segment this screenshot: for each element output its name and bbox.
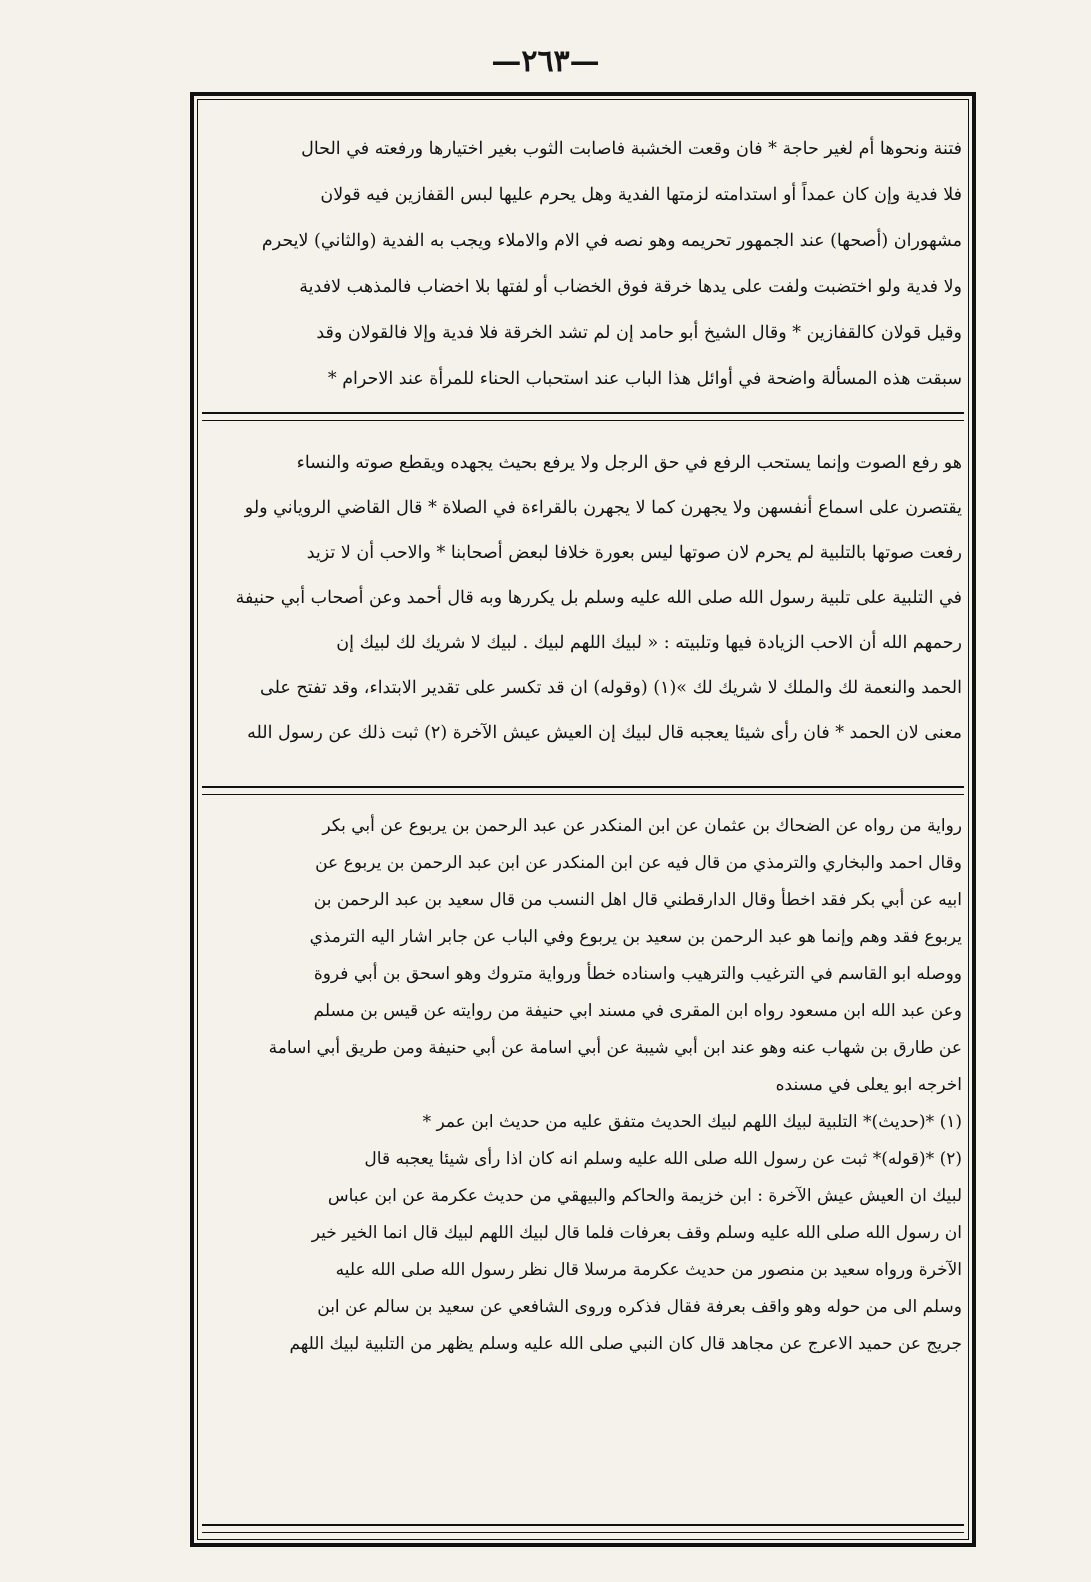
text-frame: [190, 92, 976, 1547]
footnote-line: ان رسول الله صلى الله عليه وسلم وقف بعرفات فلما قال لبيك اللهم لبيك قال انما الخير خير: [311, 1223, 962, 1243]
text-line: ولا فدية ولو اختضبت ولفت على يدها خرقة فوق الخضاب أو لفتها بلا اخضاب فالمذهب لافدية: [299, 277, 962, 297]
text-line: فتنة ونحوها أم لغير حاجة * فان وقعت الخشبة فاصابت الثوب بغير اختيارها ورفعته في الحال: [301, 139, 962, 159]
text-line: مشهوران (أصحها) عند الجمهور تحريمه وهو نصه في الام والاملاء ويجب به الفدية (والثاني) لايحرم: [261, 231, 962, 251]
text-line: وقيل قولان كالقفازين * وقال الشيخ أبو حامد إن لم تشد الخرقة فلا فدية وإلا فالقولان وقد: [316, 323, 962, 343]
footnotes-section: [204, 808, 962, 1363]
main-text-section: [204, 126, 962, 402]
text-line: هو رفع الصوت وإنما يستحب الرفع في حق الرجل ولا يرفع بحيث يجهده ويقطع صوته والنساء: [296, 453, 962, 473]
section-divider: [202, 412, 964, 421]
text-line: رحمهم الله أن الاحب الزيادة فيها وتلبيته : « لبيك اللهم لبيك . لبيك لا شريك لك لبيك إن: [336, 633, 962, 653]
footnote-line: (٢) *(قوله)* ثبت عن رسول الله صلى الله عليه وسلم انه كان اذا رأى شيئا يعجبه قال: [364, 1149, 962, 1169]
text-line: الحمد والنعمة لك والملك لا شريك لك »(١) (وقوله) ان قد تكسر على تقدير الابتداء، وقد تفتح على: [260, 678, 962, 698]
footnote-line: لبيك ان العيش عيش الآخرة : ابن خزيمة والحاكم والبيهقي من حديث عكرمة عن ابن عباس: [327, 1186, 962, 1206]
text-line: رفعت صوتها بالتلبية لم يحرم لان صوتها ليس بعورة خلافا لبعض أصحابنا * والاحب أن لا تزيد: [306, 543, 962, 563]
bottom-divider: [202, 1524, 964, 1533]
footnote-line: وعن عبد الله ابن مسعود رواه ابن المقرى في مسند ابي حنيفة من روايته عن قيس بن مسلم: [313, 1001, 962, 1021]
text-line: فلا فدية وإن كان عمداً أو استدامته لزمتها الفدية وهل يحرم عليها لبس القفازين فيه قولان: [320, 185, 962, 205]
footnote-line: عن طارق بن شهاب عنه وهو عند ابن أبي شيبة عن أبي اسامة عن أبي حنيفة ومن طريق أبي اسامة: [268, 1038, 962, 1058]
footnote-line: وقال احمد والبخاري والترمذي من قال فيه عن ابن المنكدر عن ابن عبد الرحمن بن يربوع عن: [315, 853, 962, 873]
text-line: سبقت هذه المسألة واضحة في أوائل هذا الباب عند استحباب الحناء للمرأة عند الاحرام *: [327, 369, 962, 389]
commentary-section: [204, 441, 962, 756]
footnote-line: ابيه عن أبي بكر فقد اخطأ وقال الدارقطني قال اهل النسب من قال سعيد بن عبد الرحمن بن: [313, 890, 962, 910]
page-number: —٢٦٣—: [491, 44, 600, 79]
footnote-line: جريج عن حميد الاعرج عن مجاهد قال كان النبي صلى الله عليه وسلم يظهر من التلبية لبيك اللهم: [289, 1334, 962, 1354]
text-line: يقتصرن على اسماع أنفسهن ولا يجهرن كما لا يجهرن بالقراءة في الصلاة * قال القاضي الروياني ولو: [244, 498, 962, 518]
footnote-line: (١) *(حديث)* التلبية لبيك اللهم لبيك الحديث متفق عليه من حديث ابن عمر *: [422, 1112, 962, 1132]
footnote-line: يربوع فقد وهم وإنما هو عبد الرحمن بن سعيد بن يربوع وفي الباب عن جابر اشار اليه الترمذي: [309, 927, 962, 947]
text-line: في التلبية على تلبية رسول الله صلى الله عليه وسلم بل يكررها وبه قال أحمد وعن أصحاب أبي حنيفة: [235, 588, 962, 608]
footnote-line: ووصله ابو القاسم في الترغيب والترهيب واسناده خطأ ورواية متروك وهو اسحق بن أبي فروة: [313, 964, 962, 984]
text-line: معنى لان الحمد * فان رأى شيئا يعجبه قال لبيك إن العيش عيش الآخرة (٢) ثبت ذلك عن رسول الله: [247, 723, 962, 743]
footnote-line: رواية من رواه عن الضحاك بن عثمان عن ابن المنكدر عن عبد الرحمن بن يربوع عن أبي بكر: [322, 816, 962, 836]
section-divider: [202, 786, 964, 795]
footnote-line: اخرجه ابو يعلى في مسنده: [775, 1075, 962, 1095]
footnote-line: الآخرة ورواه سعيد بن منصور من حديث عكرمة مرسلا قال نظر رسول الله صلى الله عليه: [335, 1260, 962, 1280]
footnote-line: وسلم الى من حوله وهو واقف بعرفة فقال فذكره وروى الشافعي عن سعيد بن سالم عن ابن: [317, 1297, 962, 1317]
